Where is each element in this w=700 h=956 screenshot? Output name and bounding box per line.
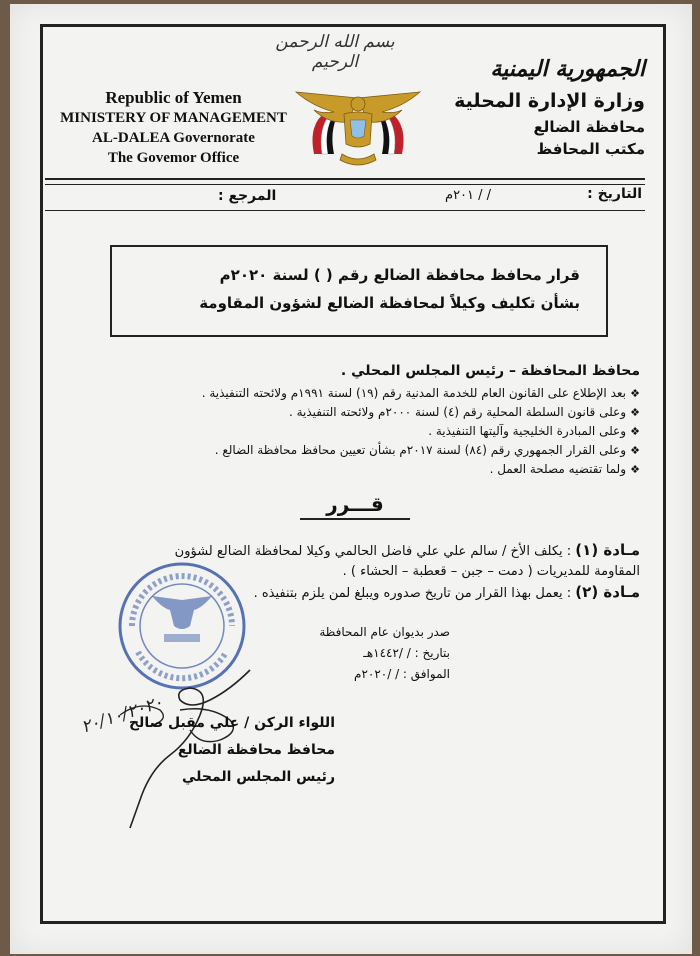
preamble	[80, 360, 640, 479]
signature-block	[120, 710, 335, 791]
reference-label: المرجع :	[218, 188, 277, 204]
list-item: ❖وعلى القرار الجمهوري رقم (٨٤) لسنة ٢٠١٧م بشأن تعيين محافظ محافظة الضالع .	[80, 441, 640, 460]
decision-title-box	[110, 245, 608, 337]
preamble-list	[80, 384, 640, 479]
list-item: ❖وعلى المبادرة الخليجية وآليتها التنفيذية .	[80, 422, 640, 441]
header-divider-thin	[45, 184, 645, 185]
issuance-gregorian-date: الموافق : / /٢٠٢٠م	[354, 667, 450, 681]
basmala-text: بسم الله الرحمن الرحيم	[275, 32, 395, 72]
english-header-line1: Republic of Yemen	[105, 88, 242, 107]
arabic-header-line3: محافظة الضالع	[533, 118, 645, 136]
diamond-bullet-icon: ❖	[630, 425, 640, 438]
list-item: ❖ولما تقتضيه مصلحة العمل .	[80, 460, 640, 479]
signatory-title2: رئيس المجلس المحلي	[181, 769, 335, 785]
issuance-hijri-date: بتاريخ : / /١٤٤٢هـ	[363, 646, 450, 660]
governor-line: محافظ المحافظة – رئيس المجلس المحلي .	[340, 363, 640, 379]
english-header-line4: The Govemor Office	[107, 150, 240, 166]
issuance-line1: صدر بديوان عام المحافظة	[319, 625, 450, 639]
signatory-title1: محافظ محافظة الضالع	[177, 742, 335, 758]
diamond-bullet-icon: ❖	[630, 387, 640, 400]
date-value: / / ٢٠١م	[445, 188, 492, 203]
meta-divider	[45, 210, 645, 211]
english-letterhead	[56, 88, 291, 168]
english-header-line2: MINISTERY OF MANAGEMENT	[60, 110, 287, 126]
decision-title-line2: بشأن تكليف وكيلاً لمحافظة الضالع لشؤون المقاومة	[199, 294, 580, 312]
decision-title-line1: قرار محافظ محافظة الضالع رقم ( ) لسنة ٢٠٢٠م	[219, 266, 580, 284]
article-1-continuation: المقاومة للمديريات ( دمت – جبن – قعطبة – الحشاء ) .	[342, 564, 640, 579]
list-item: ❖بعد الإطلاع على القانون العام للخدمة المدنية رقم (١٩) لسنة ١٩٩١م ولائحته التنفيذية .	[80, 384, 640, 403]
header-divider	[45, 178, 645, 180]
date-label: التاريخ :	[587, 186, 642, 202]
arabic-header-line4: مكتب المحافظ	[536, 140, 645, 158]
signatory-name: اللواء الركن / علي مقبل صالح	[128, 715, 335, 731]
article-2-text: : يعمل بهذا القرار من تاريخ صدوره ويبلغ لمن يلزم بتنفيذه .	[253, 586, 572, 601]
handwritten-date: ٢٠/١٠/٢٠٢٠	[78, 692, 166, 738]
arabic-letterhead	[425, 52, 645, 160]
arabic-header-line1: الجمهورية اليمنية	[490, 56, 645, 82]
article-2-label: مـادة (٢)	[575, 583, 640, 601]
english-header-line3: AL-DALEA Governorate	[92, 130, 255, 146]
article-1-text: : يكلف الأخ / سالم علي علي فاضل الحالمي وكيلا لمحافظة الضالع لشؤون	[174, 544, 572, 559]
arabic-header-line2: وزارة الإدارة المحلية	[454, 90, 645, 112]
decision-heading: قـــرر	[300, 492, 410, 520]
diamond-bullet-icon: ❖	[630, 463, 640, 476]
yemen-eagle-emblem-icon	[292, 84, 424, 174]
diamond-bullet-icon: ❖	[630, 406, 640, 419]
diamond-bullet-icon: ❖	[630, 444, 640, 457]
list-item: ❖وعلى قانون السلطة المحلية رقم (٤) لسنة ٢٠٠٠م ولائحته التنفيذية .	[80, 403, 640, 422]
article-1-label: مـادة (١)	[575, 541, 640, 559]
